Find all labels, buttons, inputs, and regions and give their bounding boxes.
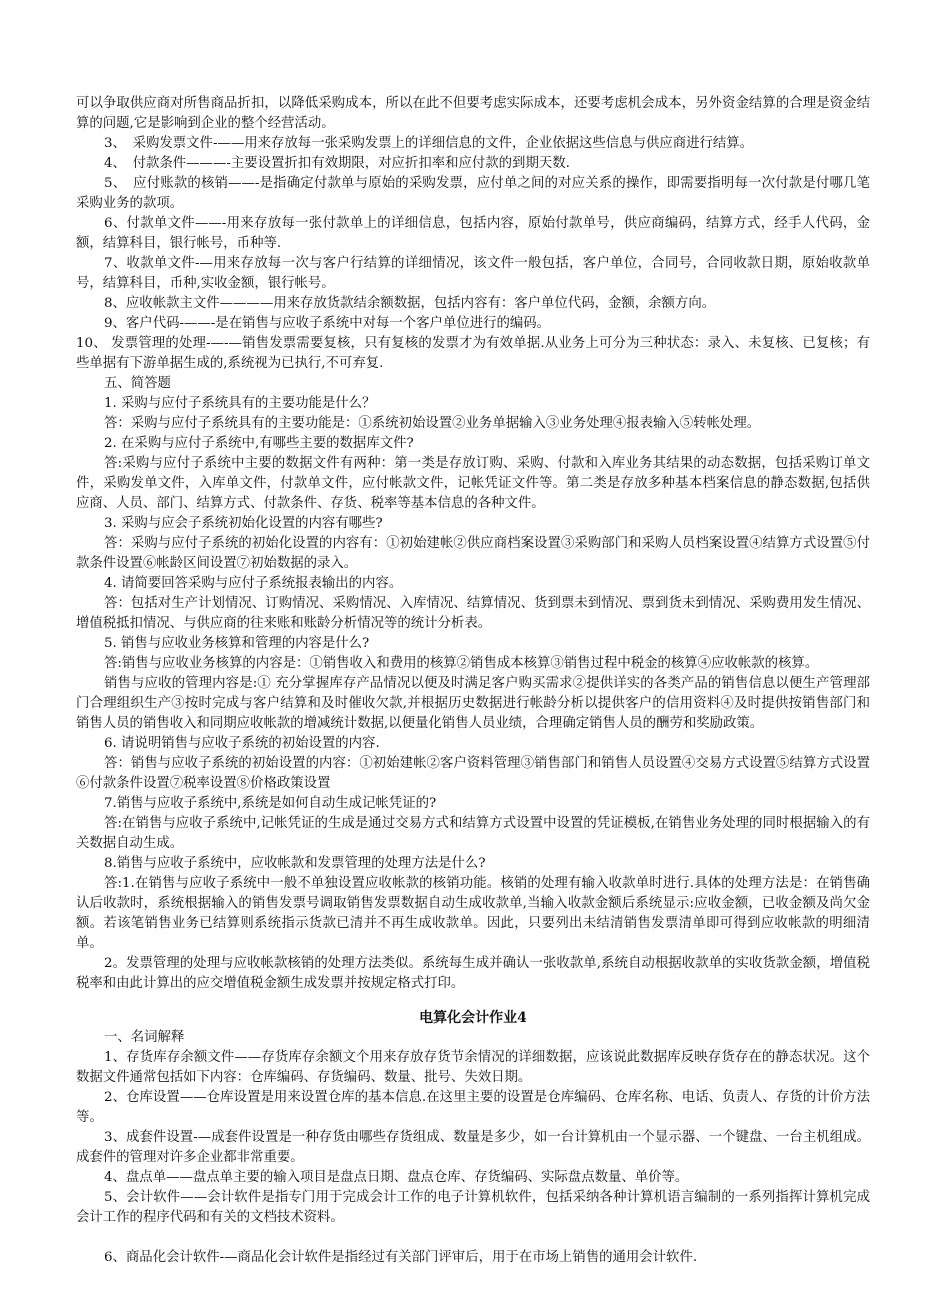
paragraph: 10、 发票管理的处理-—-—销售发票需要复核，只有复核的发票才为有效单据.从业务上可分为三种状态：录入、未复核、已复核；有些单据有下游单据生成的,系统视为已执行,不可弃复. — [76, 336, 870, 371]
paragraph: 1. 采购与应付子系统具有的主要功能是什么？ — [104, 396, 376, 411]
paragraph-gap — [76, 1228, 870, 1248]
paragraph: 可以争取供应商对所售商品折扣，以降低采购成本，所以在此不但要考虑实际成本，还要考虑机会成本，另外资金结算的合理是资金结算的问题,它是影响到企业的整个经营活动。 — [76, 96, 870, 131]
paragraph: 7.销售与应收子系统中,系统是如何自动生成记帐凭证的? — [104, 796, 437, 811]
paragraph: 1、存货库存余额文件——存货库存余额文个用来存放存货节余情况的详细数据，应该说此数据库反映存货存在的静态状况。这个数据文件通常包括如下内容：仓库编码、存货编码、数量、批号、失效日期。 — [76, 1050, 870, 1085]
paragraph: 4、 付款条件———-主要设置折扣有效期限，对应折扣率和应付款的到期天数. — [104, 156, 570, 171]
paragraph: 2、仓库设置——仓库设置是用来设置仓库的基本信息.在这里主要的设置是仓库编码、仓库名称、电话、负责人、存货的计价方法等。 — [76, 1090, 870, 1125]
paragraph: 6、商品化会计软件-—商品化会计软件是指经过有关部门评审后，用于在市场上销售的通用会计软件. — [104, 1250, 698, 1265]
paragraph: 5、会计软件——会计软件是指专门用于完成会计工作的电子计算机软件，包括采纳各种计算机语言编制的一系列指挥计算机完成会计工作的程序代码和有关的文档技术资料。 — [76, 1190, 870, 1225]
paragraph: 答：销售与应收子系统的初始设置的内容：①初始建帐②客户资料管理③销售部门和销售人员设置④交易方式设置⑤结算方式设置⑥付款条件设置⑦税率设置⑧价格政策设置 — [76, 756, 870, 791]
paragraph: 3、成套件设置-—成套件设置是一种存货由哪些存货组成、数量是多少，如一台计算机由一个显示器、一个键盘、一台主机组成。成套件的管理对许多企业都非常重要。 — [76, 1130, 870, 1165]
paragraph: 答：采购与应付子系统具有的主要功能是：①系统初始设置②业务单据输入③业务处理④报表输入⑤转帐处理。 — [104, 416, 761, 431]
paragraph: 答：采购与应付子系统的初始化设置的内容有：①初始建帐②供应商档案设置③采购部门和采购人员档案设置④结算方式设置⑤付款条件设置⑥帐龄区间设置⑦初始数据的录入。 — [76, 536, 870, 571]
paragraph: 3. 采购与应会子系统初始化设置的内容有哪些? — [104, 516, 383, 531]
paragraph: 五、简答题 — [104, 376, 171, 391]
paragraph: 2。发票管理的处理与应收帐款核销的处理方法类似。系统每生成并确认一张收款单,系统自动根据收款单的实收货款金额，增值税税率和由此计算出的应交增值税金额生成发票并按规定格式打印。 — [76, 956, 870, 991]
paragraph: 4. 请简要回答采购与应付子系统报表输出的内容。 — [104, 576, 403, 591]
paragraph: 3、 采购发票文件-——用来存放每一张采购发票上的详细信息的文件，企业依据这些信息与供应商进行结算。 — [104, 136, 754, 151]
section-part2 — [76, 1028, 870, 1228]
paragraph: 9、客户代码-——-是在销售与应收子系统中对每一个客户单位进行的编码。 — [104, 316, 551, 331]
paragraph: 7、收款单文件-—用来存放每一次与客户行结算的详细情况，该文件一般包括，客户单位，合同号，合同收款日期，原始收款单号，结算科目，币种,实收金额，银行帐号。 — [76, 256, 870, 291]
paragraph: 答：包括对生产计划情况、订购情况、采购情况、入库情况、结算情况、货到票未到情况、票到货未到情况、采购费用发生情况、增值税抵扣情况、与供应商的往来账和账龄分析情况等的统计分析表。 — [76, 596, 870, 631]
paragraph: 6、付款单文件——-用来存放每一张付款单上的详细信息，包括内容，原始付款单号，供应商编码，结算方式，经手人代码，金额，结算科目，银行帐号，币种等. — [76, 216, 870, 251]
paragraph: 一、名词解释 — [104, 1030, 185, 1045]
paragraph: 销售与应收的管理内容是:① 充分掌握库存产品情况以便及时满足客户购买需求②提供详实的各类产品的销售信息以便生产管理部门合理组织生产③按时完成与客户结算和及时催收欠款,并根据历史数据进行帐龄分析以提供客户的信用资料④及时提供按销售部门和销售人员的销售收入和同期应收帐款的增减统计数据,以便量化销售人员业绩，合理确定销售人员的酬劳和奖励政策。 — [76, 676, 870, 731]
paragraph: 5. 销售与应收业务核算和管理的内容是什么? — [104, 636, 370, 651]
section-part1 — [76, 94, 870, 994]
paragraph: 答:在销售与应收子系统中,记帐凭证的生成是通过交易方式和结算方式设置中设置的凭证模板,在销售业务处理的同时根据输入的有关数据自动生成。 — [76, 816, 870, 851]
paragraph: 5、 应付账款的核销——-是指确定付款单与原始的采购发票，应付单之间的对应关系的操作，即需要指明每一次付款是付哪几笔采购业务的款项。 — [76, 176, 870, 211]
paragraph: 答:1.在销售与应收子系统中一般不单独设置应收帐款的核销功能。核销的处理有输入收款单时进行.具体的处理方法是：在销售确认后收款时，系统根据输入的销售发票号调取销售发票数据自动生成收款单,当输入收款金额后系统显示:应收金额，已收金额及尚欠金额。若该笔销售业务已结算则系统指示货款已清并不再生成收款单。因此，只要列出未结清销售发票清单即可得到应收帐款的明细清单。 — [76, 876, 870, 951]
section-part3 — [76, 1248, 870, 1268]
paragraph: 4、盘点单——盘点单主要的输入项目是盘点日期、盘点仓库、存货编码、实际盘点数量、单价等。 — [104, 1170, 689, 1185]
paragraph: 8.销售与应收子系统中，应收帐款和发票管理的处理方法是什么? — [104, 856, 486, 871]
paragraph: 8、应收帐款主文件————用来存放货款结余额数据，包括内容有：客户单位代码，金额，余额方向。 — [104, 296, 716, 311]
paragraph: 2. 在采购与应付子系统中,有哪些主要的数据库文件? — [104, 436, 414, 451]
paragraph: 6. 请说明销售与应收子系统的初始设置的内容. — [104, 736, 380, 751]
section-title: 电算化会计作业4 — [419, 1010, 527, 1026]
paragraph: 答:销售与应收业务核算的内容是：①销售收入和费用的核算②销售成本核算③销售过程中税金的核算④应收帐款的核算。 — [104, 656, 819, 671]
paragraph: 答:采购与应付子系统中主要的数据文件有两种：第一类是存放订购、采购、付款和入库业务其结果的动态数据，包括采购订单文件，采购发单文件，入库单文件，付款单文件，应付帐款文件，记帐凭证文件等。第二类是存放多种基本档案信息的静态数据,包括供应商、人员、部门、结算方式、付款条件、存货、税率等基本信息的各种文件。 — [76, 456, 870, 511]
